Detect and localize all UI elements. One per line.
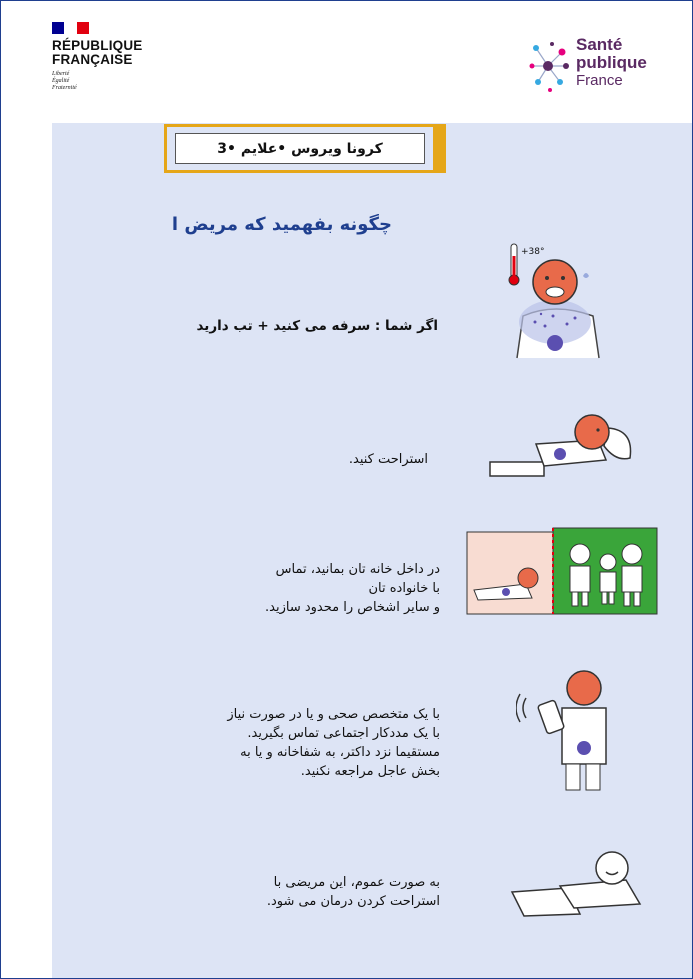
isolation-text: در داخل خانه تان بمانید، تماس با خانواده تان و سایر اشخاص را محدود سازید.	[265, 562, 440, 615]
call-doctor-text: با یک متخصص صحی و یا در صورت نیاز با یک مددکار اجتماعی تماس بگیرید. مستقیما نزد داکتر، به شفاخانه و یا به بخش عاجل مراجعه نکنید.	[227, 707, 440, 779]
logo-line2: FRANÇAISE	[52, 52, 133, 67]
page-heading: چگونه بفهمید که مریض ا	[171, 214, 392, 235]
section-title: کرونا ویروس •علایم •3	[175, 133, 425, 164]
symptom-text: اگر شما : سرفه می کنید + تب دارید	[196, 318, 438, 334]
recovery-text: به صورت عموم، این مریضی با استراحت کردن درمان می شود.	[266, 875, 440, 909]
sante-line2: publique	[576, 53, 647, 72]
sante-line3: France	[576, 72, 623, 89]
logo-motto: Liberté Égalité Fraternité	[52, 71, 77, 91]
fever-badge: +38°	[521, 247, 545, 257]
sante-line1: Santé	[576, 35, 623, 54]
logo-line1: RÉPUBLIQUE	[52, 38, 143, 53]
rest-text: استراحت کنید.	[348, 452, 428, 467]
